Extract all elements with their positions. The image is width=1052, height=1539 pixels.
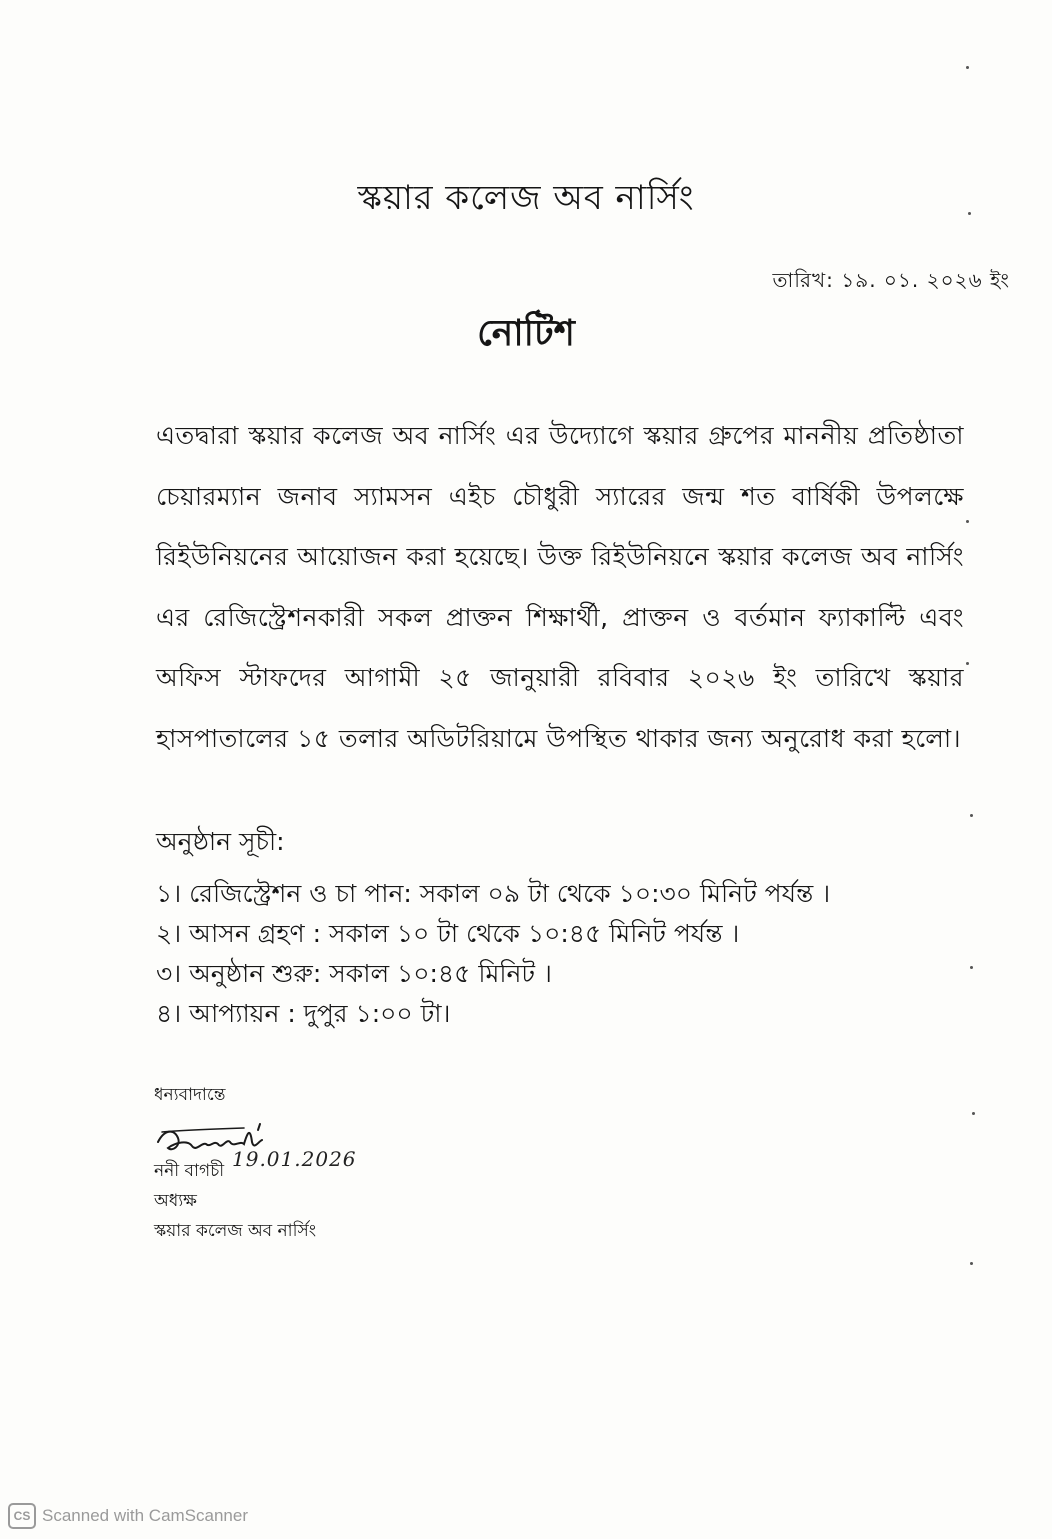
scan-speck <box>972 1112 975 1115</box>
notice-date: তারিখ: ১৯. ০১. ২০২৬ ইং <box>772 268 1010 292</box>
schedule-item-refreshment: ৪। আপ্যায়ন : দুপুর ১:০০ টা। <box>156 999 451 1028</box>
scan-speck <box>966 520 969 523</box>
scan-speck <box>970 814 973 817</box>
camscanner-logo-icon: CS <box>8 1503 36 1529</box>
signatory-name: ননী বাগচী <box>154 1161 225 1181</box>
institution-heading: স্কয়ার কলেজ অব নার্সিং <box>357 178 695 218</box>
scan-speck <box>966 662 969 665</box>
notice-body-paragraph: এতদ্বারা স্কয়ার কলেজ অব নার্সিং এর উদ্যোগে স্কয়ার গ্রুপের মাননীয় প্রতিষ্ঠাতা চেয়ারম্যান জনাব স্যামসন এইচ চৌধুরী স্যারের জন্ম শত বার্ষিকী উপলক্ষে রিইউনিয়নের আয়োজন করা হয়েছে। উক্ত রিইউনিয়নে স্কয়ার কলেজ অব নার্সিং এর রেজিস্ট্রেশনকারী সকল প্রাক্তন শিক্ষার্থী, প্রাক্তন ও বর্তমান ফ্যাকাল্টি এবং অফিস স্টাফদের আগামী ২৫ জানুয়ারী রবিবার ২০২৬ ইং তারিখে স্কয়ার হাসপাতালের ১৫ তলার অডিটরিয়ামে উপস্থিত থাকার জন্য অনুরোধ করা হলো। <box>156 421 964 753</box>
schedule-item-seating: ২। আসন গ্রহণ : সকাল ১০ টা থেকে ১০:৪৫ মিনিট পর্যন্ত । <box>156 919 740 948</box>
camscanner-watermark <box>8 1503 248 1529</box>
scan-speck <box>970 1262 973 1265</box>
signatory-designation: অধ্যক্ষ <box>154 1191 197 1211</box>
scan-speck <box>970 966 973 969</box>
schedule-item-registration: ১। রেজিস্ট্রেশন ও চা পান: সকাল ০৯ টা থেকে ১০:৩০ মিনিট পর্যন্ত । <box>156 879 831 908</box>
schedule-heading: অনুষ্ঠান সূচী: <box>156 827 285 856</box>
signatory-institution: স্কয়ার কলেজ অব নার্সিং <box>154 1221 317 1241</box>
schedule-list <box>156 874 830 1034</box>
notice-title: নোটিশ <box>477 313 575 354</box>
scan-speck <box>966 66 969 69</box>
watermark-text: Scanned with CamScanner <box>42 1506 249 1525</box>
schedule-item-program-start: ৩। অনুষ্ঠান শুরু: সকাল ১০:৪৫ মিনিট । <box>156 959 552 988</box>
closing-text: ধন্যবাদান্তে <box>154 1085 226 1105</box>
handwritten-date: 19.01.2026 <box>232 1147 357 1171</box>
scan-speck <box>968 212 971 215</box>
